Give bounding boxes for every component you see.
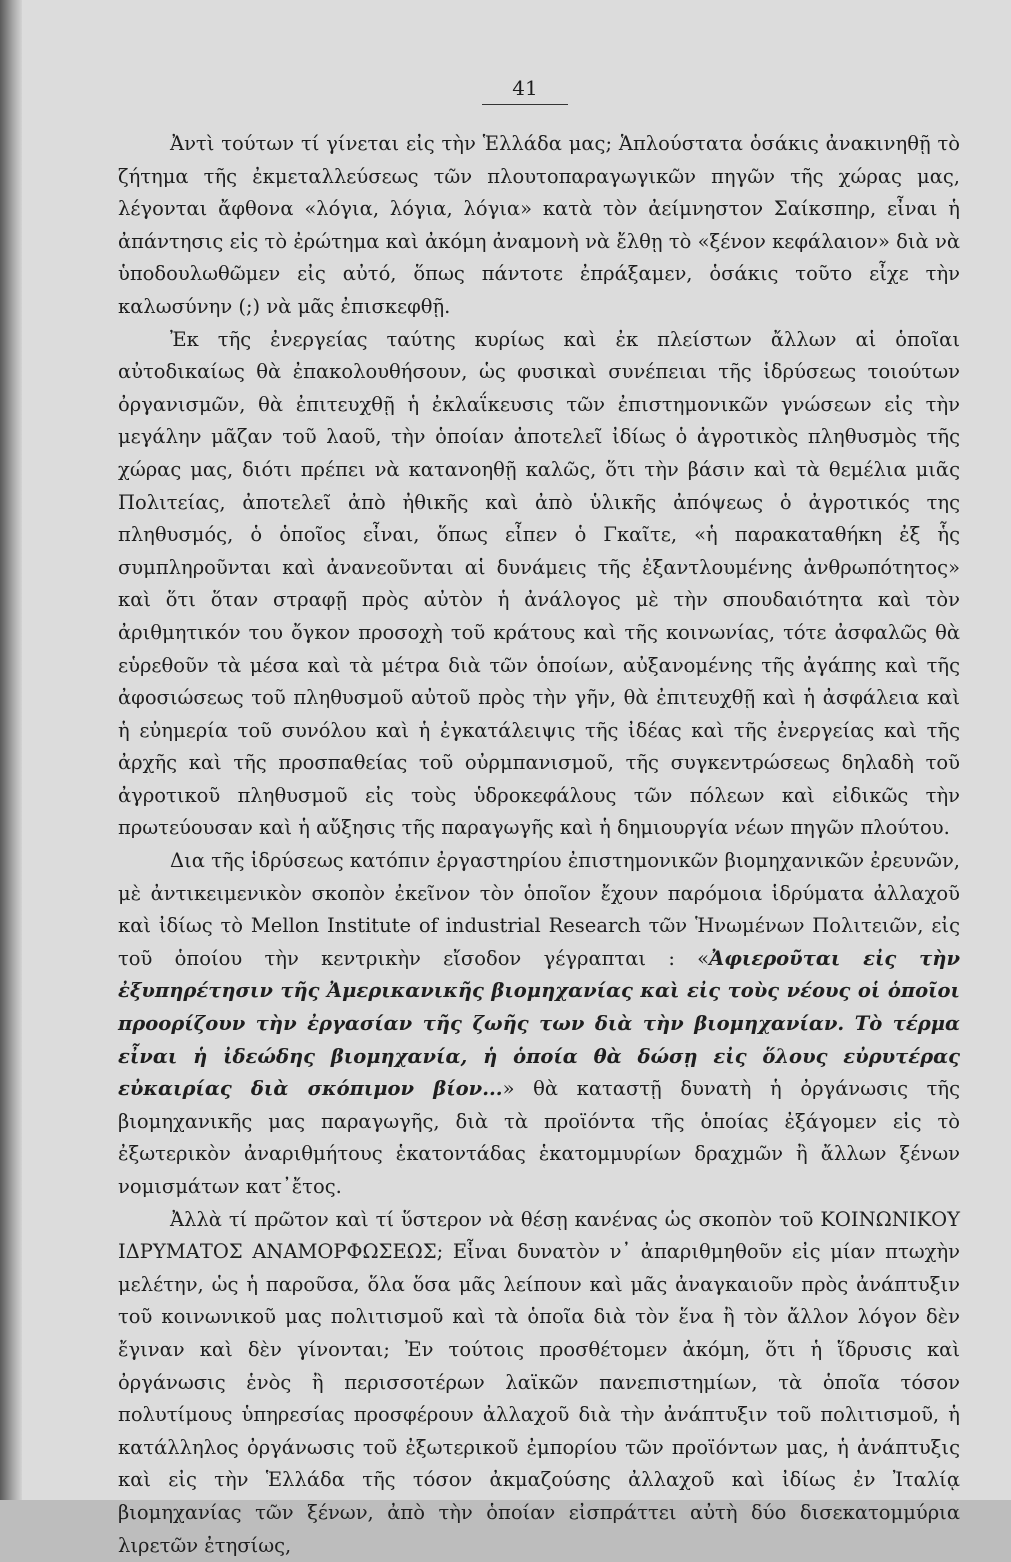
- inscription-quote: Ἀφιεροῦται εἰς τὴν ἐξυπηρέτησιν τῆς Ἀμερικανικῆς βιομηχανίας καὶ εἰς τοὺς νέους οἱ ὁποῖοι προορίζουν τὴν ἐργασίαν τῆς ζωῆς των διὰ τὴν βιομηχανίαν. Τὸ τέρμα εἶναι ἡ ἰδεώδης βιομηχανία, ἡ ὁποία θὰ δώσῃ εἰς ὅλους εὐρυτέρας εὐκαιρίας διὰ σκόπιμον βίον...: [118, 946, 961, 1101]
- paragraph-3-tail: » θὰ καταστῇ δυνατὴ ἡ ὀργάνωσις τῆς βιομηχανικῆς μας παραγωγῆς, διὰ τὰ προϊόντα τῆς ὁποίας ἐξάγομεν εἰς τὸ ἐξωτερικὸν ἀναριθμήτους ἑκατοντάδας ἑκατομμυρίων δραχμῶν ἢ ἄλλων ξένων νομισμάτων κατ᾽ἔτος.: [118, 1077, 960, 1198]
- page-number-underline: [482, 104, 568, 105]
- paragraph-1: Ἀντὶ τούτων τί γίνεται εἰς τὴν Ἑλλάδα μας; Ἁπλούστατα ὁσάκις ἀνακινηθῇ τὸ ζήτημα τῆς ἐκμεταλλεύσεως τῶν πλουτοπαραγωγικῶν πηγῶν τῆς χώρας μας, λέγονται ἄφθονα «λόγια, λόγια, λόγια» κατὰ τὸν ἀείμνηστον Σαίκσπηρ, εἶναι ἡ ἀπάντησις εἰς τὸ ἐρώτημα καὶ ἀκόμη ἀναμονὴ νὰ ἔλθῃ τὸ «ξένον κεφάλαιον» διὰ νὰ ὑποδουλωθῶμεν εἰς αὐτό, ὅπως πάντοτε ἐπράξαμεν, ὁσάκις τοῦτο εἶχε τὴν καλωσύνην (;) νὰ μᾶς ἐπισκεφθῇ.: [118, 132, 960, 318]
- body-text: [118, 128, 960, 1562]
- paragraph-2: Ἐκ τῆς ἐνεργείας ταύτης κυρίως καὶ ἐκ πλείστων ἄλλων αἱ ὁποῖαι αὐτοδικαίως θὰ ἐπακολουθήσουν, ὡς φυσικαὶ συνέπειαι τῆς ἱδρύσεως τοιούτων ὀργανισμῶν, θὰ ἐπιτευχθῇ ἡ ἐκλαΐκευσις τῶν ἐπιστημονικῶν γνώσεων εἰς τὴν μεγάλην μᾶζαν τοῦ λαοῦ, τὴν ὁποίαν ἀποτελεῖ ἰδίως ὁ ἀγροτικὸς πληθυσμὸς τῆς χώρας μας, διότι πρέπει νὰ κατανοηθῇ καλῶς, ὅτι τὴν βάσιν καὶ τὰ θεμέλια μιᾶς Πολιτείας, ἀποτελεῖ ἀπὸ ἠθικῆς καὶ ἀπὸ ὑλικῆς ἀπόψεως ὁ ἀγροτικός της πληθυσμός, ὁ ὁποῖος εἶναι, ὅπως εἶπεν ὁ Γκαῖτε, «ἡ παρακαταθήκη ἐξ ἧς συμπληροῦνται καὶ ἀνανεοῦνται αἱ δυνάμεις τῆς ἐξαντλουμένης ἀνθρωπότητος» καὶ ὅτι ὅταν στραφῇ πρὸς αὐτὸν ἡ ἀνάλογος μὲ τὴν σπουδαιότητα καὶ τὸν ἀριθμητικόν του ὄγκον προσοχὴ τοῦ κράτους καὶ τῆς κοινωνίας, τότε ἀσφαλῶς θὰ εὑρεθοῦν τὰ μέσα καὶ τὰ μέτρα διὰ τῶν ὁποίων, αὐξανομένης τῆς ἀγάπης καὶ τῆς ἀφοσιώσεως τοῦ πληθυσμοῦ αὐτοῦ πρὸς τὴν γῆν, θὰ ἐπιτευχθῇ καὶ ἡ ἀσφάλεια καὶ ἡ εὐημερία τοῦ συνόλου καὶ ἡ ἐγκατάλειψις τῆς ἰδέας καὶ τῆς ἐνεργείας καὶ τῆς ἀρχῆς καὶ τῆς προσπαθείας τοῦ οὐρμπανισμοῦ, τῆς συγκεντρώσεως δηλαδὴ τοῦ ἀγροτικοῦ πληθυσμοῦ εἰς τοὺς ὑδροκεφάλους τῶν πόλεων καὶ εἰδικῶς τὴν πρωτεύουσαν καὶ ἡ αὔξησις τῆς παραγωγῆς καὶ ἡ δημιουργία νέων πηγῶν πλούτου.: [118, 327, 960, 840]
- page-number: 41: [512, 76, 538, 100]
- paragraph-4: Ἀλλὰ τί πρῶτον καὶ τί ὕστερον νὰ θέσῃ κανένας ὡς σκοπὸν τοῦ ΚΟΙΝΩΝΙΚΟΥ ΙΔΡΥΜΑΤΟΣ ΑΝΑΜΟΡΦΩΣΕΩΣ; Εἶναι δυνατὸν ν᾽ ἀπαριθμηθοῦν εἰς μίαν πτωχὴν μελέτην, ὡς ἡ παροῦσα, ὅλα ὅσα μᾶς λείπουν καὶ μᾶς ἀναγκαιοῦν πρὸς ἀνάπτυξιν τοῦ κοινωνικοῦ μας πολιτισμοῦ καὶ τὰ ὁποῖα διὰ τὸν ἕνα ἢ τὸν ἄλλον λόγον δὲν ἔγιναν καὶ δὲν γίνονται; Ἐν τούτοις προσθέτομεν ἀκόμη, ὅτι ἡ ἵδρυσις καὶ ὀργάνωσις ἑνὸς ἢ περισσοτέρων λαϊκῶν πανεπιστημίων, τὰ ὁποῖα τόσον πολυτίμους ὑπηρεσίας προσφέρουν ἀλλαχοῦ διὰ τὴν ἀνάπτυξιν τοῦ πολιτισμοῦ, ἡ κατάλληλος ὀργάνωσις τοῦ ἐξωτερικοῦ ἐμπορίου τῶν προϊόντων μας, ἡ ἀνάπτυξις καὶ εἰς τὴν Ἑλλάδα τῆς τόσον ἀκμαζούσης ἀλλαχοῦ καὶ ἰδίως ἐν Ἰταλίᾳ βιομηχανίας τῶν ξένων, ἀπὸ τὴν ὁποίαν εἰσπράττει αὐτὴ δύο δισεκατομμύρια λιρετῶν ἐτησίως,: [118, 1207, 960, 1557]
- paragraph-3: [118, 845, 960, 1204]
- paragraph-3-lead: Δια τῆς ἱδρύσεως κατόπιν ἐργαστηρίου ἐπιστημονικῶν βιομηχανικῶν ἐρευνῶν, μὲ ἀντικειμενικὸν σκοπὸν ἐκεῖνον τὸν ὁποῖον ἔχουν παρόμοια ἱδρύματα ἀλλαχοῦ καὶ ἰδίως τὸ Mellon Institute of industrial Research τῶν Ἡνωμένων Πολιτειῶν, εἰς τοῦ ὁποίου τὴν κεντρικὴν εἴσοδον γέγραπται : «: [118, 849, 960, 970]
- page-binding-edge: [0, 0, 22, 1500]
